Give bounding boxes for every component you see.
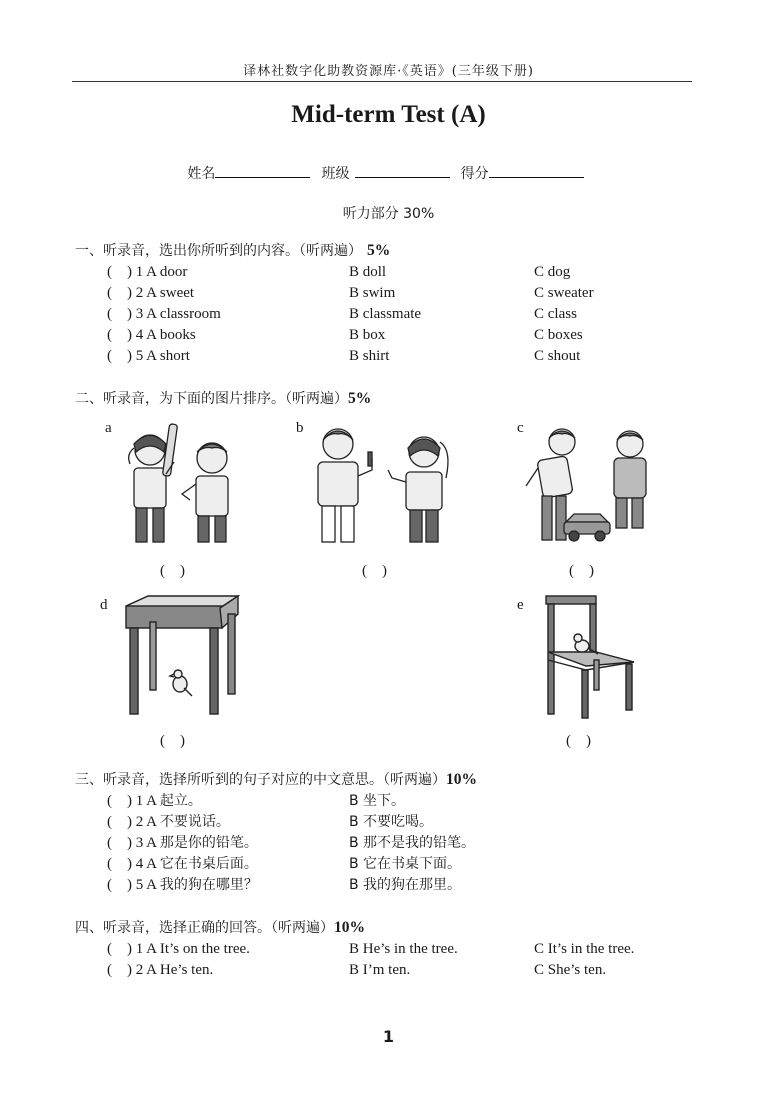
name-blank[interactable] (215, 163, 310, 178)
s4-row-2-b: B I’m ten. (349, 962, 411, 978)
s4-row-2-c: C She’s ten. (534, 962, 607, 978)
score-blank[interactable] (489, 163, 584, 178)
s3-row-2-a: ( ) 2 A 不要说话。 (107, 814, 230, 830)
section-1-heading: 一、听录音，选出你所听到的内容。（听两遍） 5% (75, 242, 391, 259)
picture-label-c: c (517, 420, 524, 436)
picture-c-boys-toy-car (520, 422, 656, 544)
s1-row-2-b: B swim (349, 285, 396, 301)
student-info-line (0, 163, 777, 183)
picture-label-b: b (296, 420, 304, 436)
answer-paren-d[interactable]: ( ) (160, 733, 185, 749)
s4-row-2-a: ( ) 2 A He’s ten. (107, 962, 214, 978)
picture-label-a: a (105, 420, 112, 436)
s4-row-1-c: C It’s in the tree. (534, 941, 635, 957)
page-title: Mid-term Test (A) (291, 101, 486, 128)
s3-row-3-b: B 那不是我的铅笔。 (349, 835, 476, 851)
answer-paren-c[interactable]: ( ) (569, 563, 594, 579)
section-2-heading: 二、听录音，为下面的图片排序。（听两遍）5% (75, 390, 372, 407)
s1-row-5-a: ( ) 5 A short (107, 348, 190, 364)
s1-row-3-b: B classmate (349, 306, 422, 322)
s1-row-4-a: ( ) 4 A books (107, 327, 196, 343)
s3-row-2-b: B 不要吃喝。 (349, 814, 434, 830)
section-3-heading: 三、听录音，选择所听到的句子对应的中文意思。（听两遍）10% (75, 771, 477, 788)
s1-row-1-c: C dog (534, 264, 571, 280)
s3-row-1-a: ( ) 1 A 起立。 (107, 793, 202, 809)
s1-row-2-a: ( ) 2 A sweet (107, 285, 195, 301)
s1-row-1-a: ( ) 1 A door (107, 264, 188, 280)
s1-row-3-c: C class (534, 306, 577, 322)
s3-row-1-b: B 坐下。 (349, 793, 406, 809)
s3-row-5-a: ( ) 5 A 我的狗在哪里？ (107, 877, 258, 893)
s4-row-1-b: B He’s in the tree. (349, 941, 458, 957)
answer-paren-e[interactable]: ( ) (566, 733, 591, 749)
s4-row-1-a: ( ) 1 A It’s on the tree. (107, 941, 250, 957)
s3-row-5-b: B 我的狗在那里。 (349, 877, 462, 893)
s1-row-5-b: B shirt (349, 348, 390, 364)
section-4-heading: 四、听录音，选择正确的回答。（听两遍）10% (75, 919, 365, 936)
picture-b-kids-pencil (306, 422, 458, 544)
s3-row-4-a: ( ) 4 A 它在书桌后面。 (107, 856, 258, 872)
picture-d-desk-bird-under (112, 592, 242, 724)
s1-row-4-c: C boxes (534, 327, 583, 343)
score-label: 得分 (460, 166, 489, 182)
header-rule (72, 81, 692, 82)
name-label: 姓名 (187, 166, 216, 182)
page-number: 1 (382, 1027, 395, 1046)
answer-paren-a[interactable]: ( ) (160, 563, 185, 579)
picture-e-chair-bird-on (540, 592, 640, 724)
part-label: 听力部分 30% (342, 206, 435, 222)
s3-row-3-a: ( ) 3 A 那是你的铅笔。 (107, 835, 258, 851)
class-blank[interactable] (355, 163, 450, 178)
picture-label-e: e (517, 597, 524, 613)
picture-a-kids-ruler (112, 422, 242, 544)
class-label: 班级 (321, 166, 350, 182)
s1-row-3-a: ( ) 3 A classroom (107, 306, 221, 322)
answer-paren-b[interactable]: ( ) (362, 563, 387, 579)
s1-row-5-c: C shout (534, 348, 581, 364)
page-header: 译林社数字化助教资源库·《英语》(三年级下册) (243, 64, 534, 79)
s1-row-4-b: B box (349, 327, 386, 343)
picture-label-d: d (100, 597, 108, 613)
s1-row-1-b: B doll (349, 264, 387, 280)
s3-row-4-b: B 它在书桌下面。 (349, 856, 462, 872)
s1-row-2-c: C sweater (534, 285, 594, 301)
